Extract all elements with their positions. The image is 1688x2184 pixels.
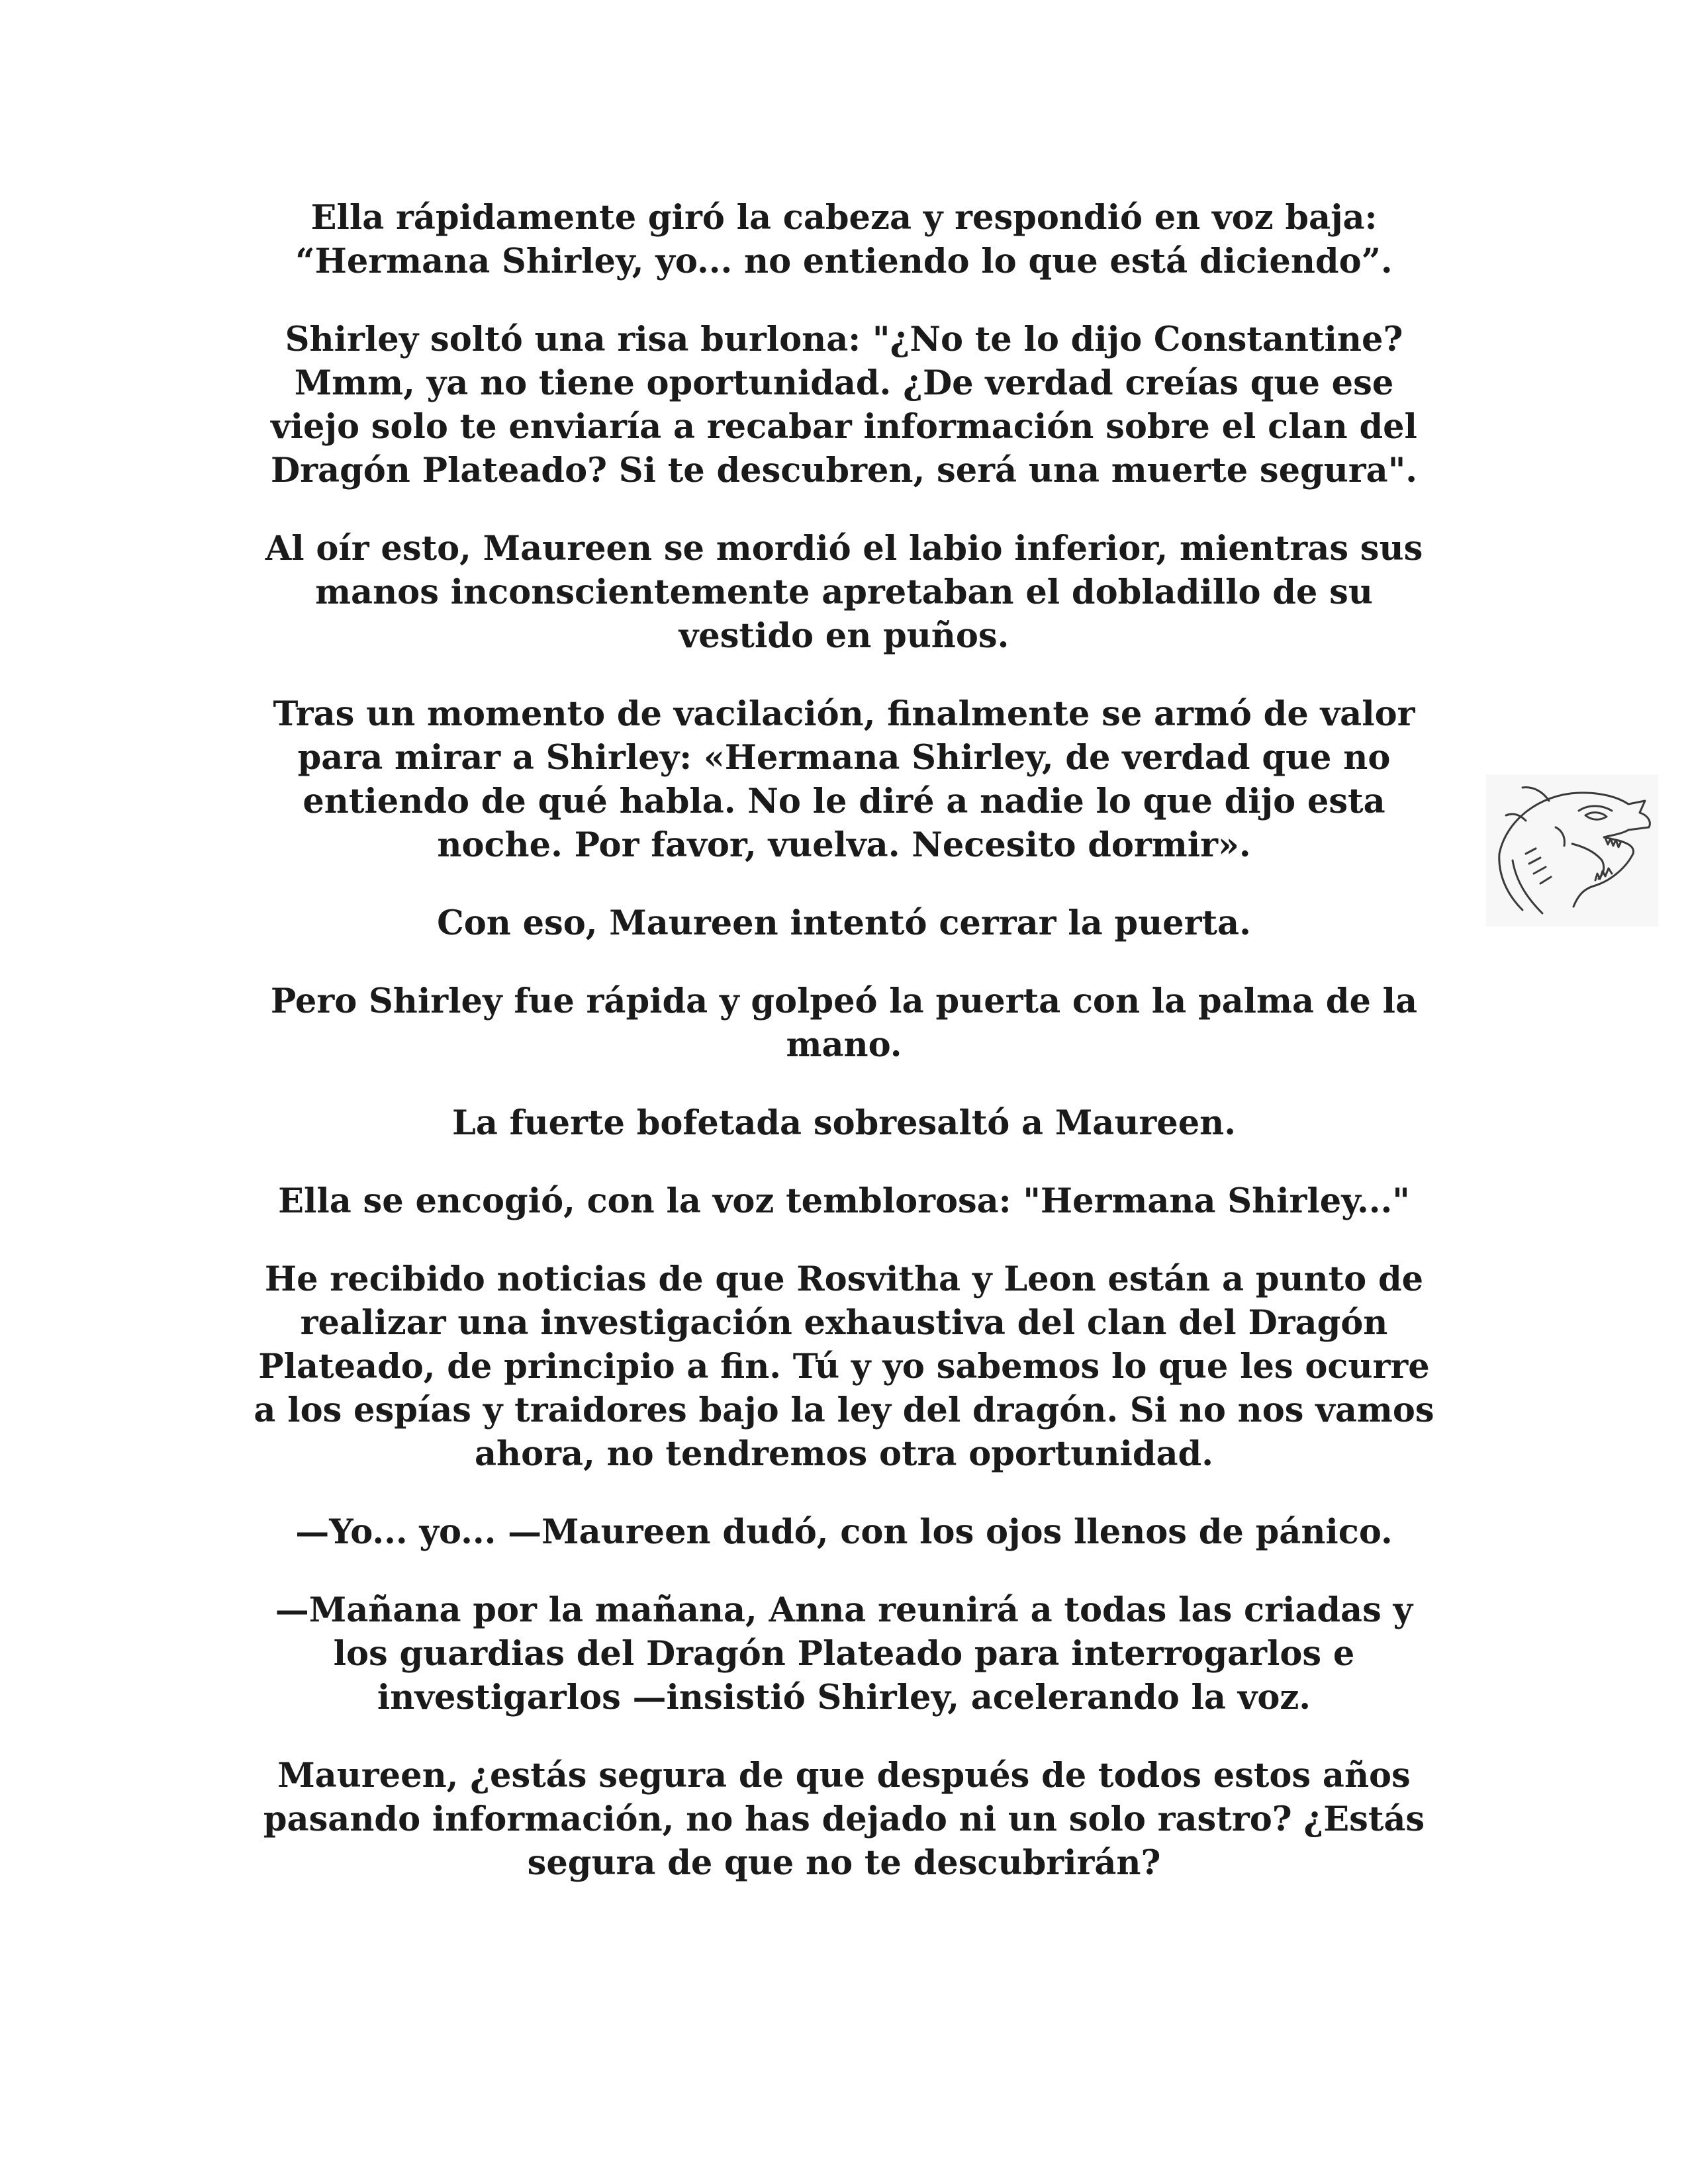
paragraph-9: He recibido noticias de que Rosvitha y Leon están a punto de realizar una investigación exhaustiva del clan del Dragón Plateado, de principio a fin. Tú y yo sabemos lo que les ocurre a los espías y traidores bajo la ley del dragón. Si no nos vamos ahora, no tendremos otra oportunidad. — [254, 1259, 1434, 1474]
paragraph-11: —Mañana por la mañana, Anna reunirá a todas las criadas y los guardias del Dragón Plateado para interrogarlos e investigarlos —insistió Shirley, acelerando la voz. — [275, 1590, 1413, 1717]
paragraph-2: Shirley soltó una risa burlona: "¿No te lo dijo Constantine? Mmm, ya no tiene oportunidad. ¿De verdad creías que ese viejo solo te enviaría a recabar información sobre el clan del Dragón Plateado? Si te descubren, será una muerte segura". — [270, 320, 1418, 490]
paragraph-5: Con eso, Maureen intentó cerrar la puerta. — [437, 903, 1251, 943]
paragraph-1: Ella rápidamente giró la cabeza y respondió en voz baja: “Hermana Shirley, yo... no entiendo lo que está diciendo”. — [295, 198, 1393, 281]
paragraph-6: Pero Shirley fue rápida y golpeó la puerta con la palma de la mano. — [270, 981, 1418, 1065]
body-text — [238, 196, 1450, 1919]
paragraph-8: Ella se encogió, con la voz temblorosa: "Hermana Shirley..." — [278, 1181, 1410, 1221]
paragraph-12: Maureen, ¿estás segura de que después de todos estos años pasando información, no has dejado ni un solo rastro? ¿Estás segura de que no te descubrirán? — [263, 1756, 1425, 1883]
paragraph-4: Tras un momento de vacilación, finalmente se armó de valor para mirar a Shirley: «Hermana Shirley, de verdad que no entiendo de qué habla. No le diré a nadie lo que dijo esta noche. Por favor, vuelva. Necesito dormir». — [273, 694, 1415, 865]
paragraph-7: La fuerte bofetada sobresaltó a Maureen. — [451, 1103, 1237, 1143]
dragon-head-sketch-icon — [1486, 774, 1658, 927]
paragraph-3: Al oír esto, Maureen se mordió el labio inferior, mientras sus manos inconscientemente apretaban el dobladillo de su vestido en puños. — [265, 529, 1423, 656]
paragraph-10: —Yo... yo... —Maureen dudó, con los ojos llenos de pánico. — [295, 1512, 1393, 1552]
